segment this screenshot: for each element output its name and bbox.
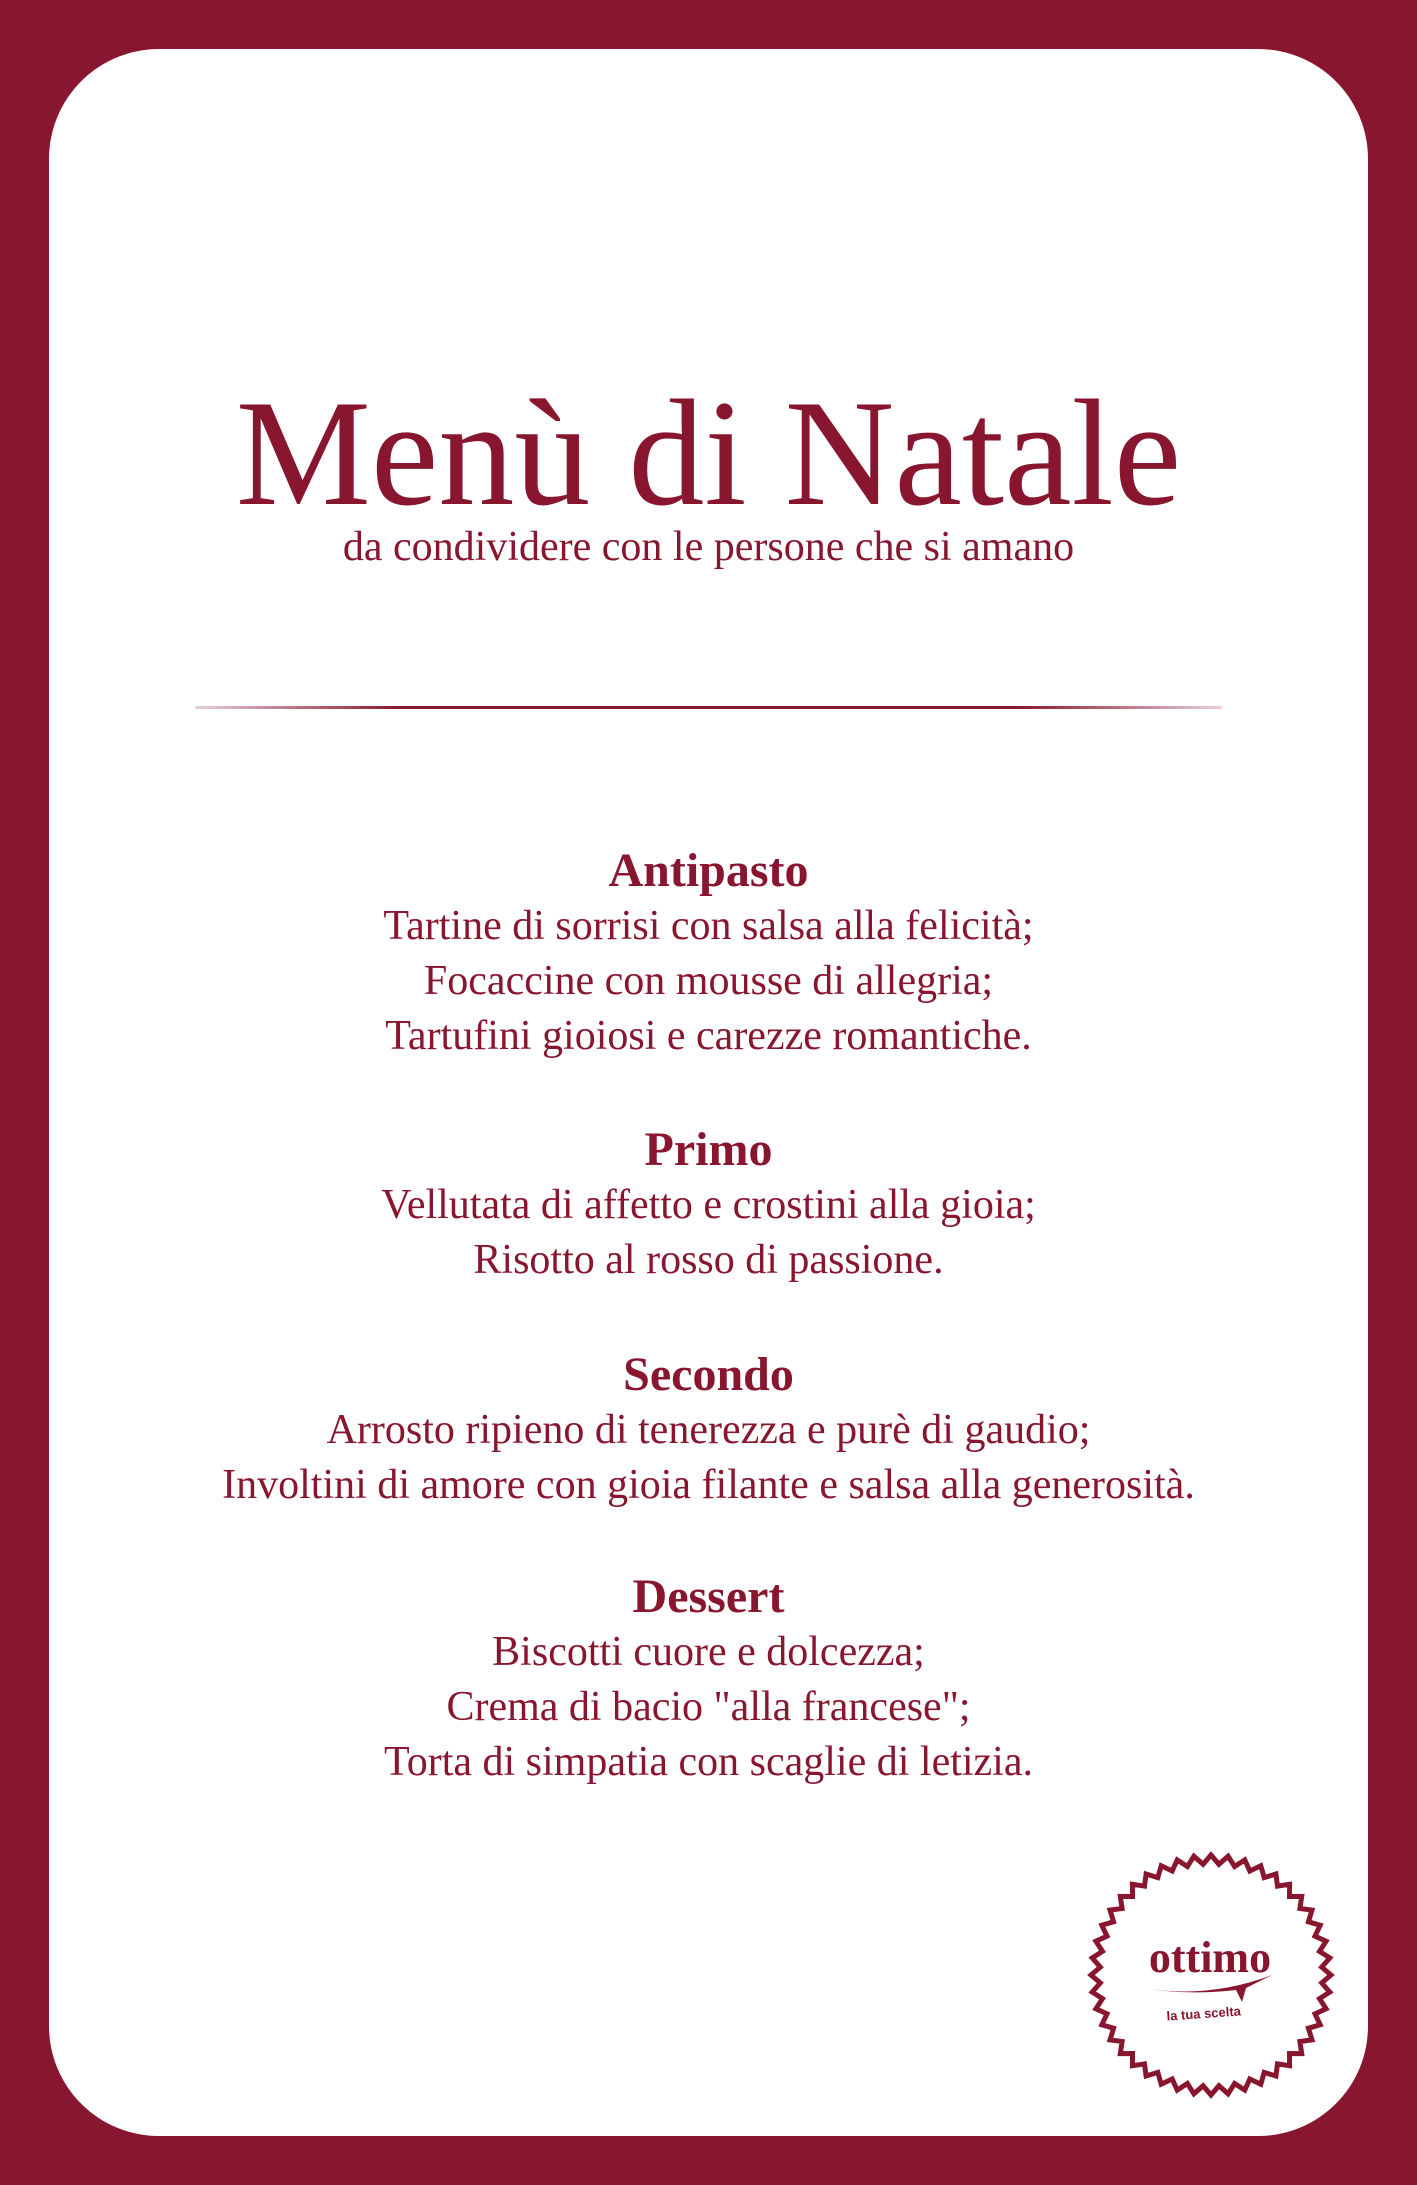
menu-card [49,49,1368,2136]
menu-item: Crema di bacio "alla francese"; [446,1684,971,1730]
menu-item: Biscotti cuore e dolcezza; [492,1629,925,1675]
menu-item: Torta di simpatia con scaglie di letizia. [383,1739,1033,1785]
menu-item: Arrosto ripieno di tenerezza e purè di gaudio; [326,1407,1091,1453]
ottimo-logo [1086,1850,1336,2100]
section-primo [0,1122,1417,1288]
page-subtitle: da condividere con le persone che si amano [342,524,1075,570]
page-title: Menù di Natale [235,369,1182,537]
section-dessert [0,1569,1417,1790]
section-heading: Secondo [623,1348,794,1401]
logo-tagline: la tua scelta [1166,2003,1242,2024]
menu-item: Tartufini gioiosi e carezze romantiche. [385,1013,1032,1059]
menu-item: Focaccine con mousse di allegria; [423,958,994,1004]
menu-item: Tartine di sorrisi con salsa alla felicità; [383,903,1034,949]
section-heading: Antipasto [608,844,809,897]
menu-item: Risotto al rosso di passione. [473,1237,944,1283]
section-secondo [0,1347,1417,1513]
menu-item: Vellutata di affetto e crostini alla gioia; [381,1182,1036,1228]
divider [195,706,1222,709]
section-antipasto [0,843,1417,1064]
section-heading: Primo [644,1123,773,1176]
logo-name: ottimo [1148,1933,1272,1982]
menu-item: Involtini di amore con gioia filante e salsa alla generosità. [222,1462,1195,1508]
section-heading: Dessert [632,1570,785,1623]
